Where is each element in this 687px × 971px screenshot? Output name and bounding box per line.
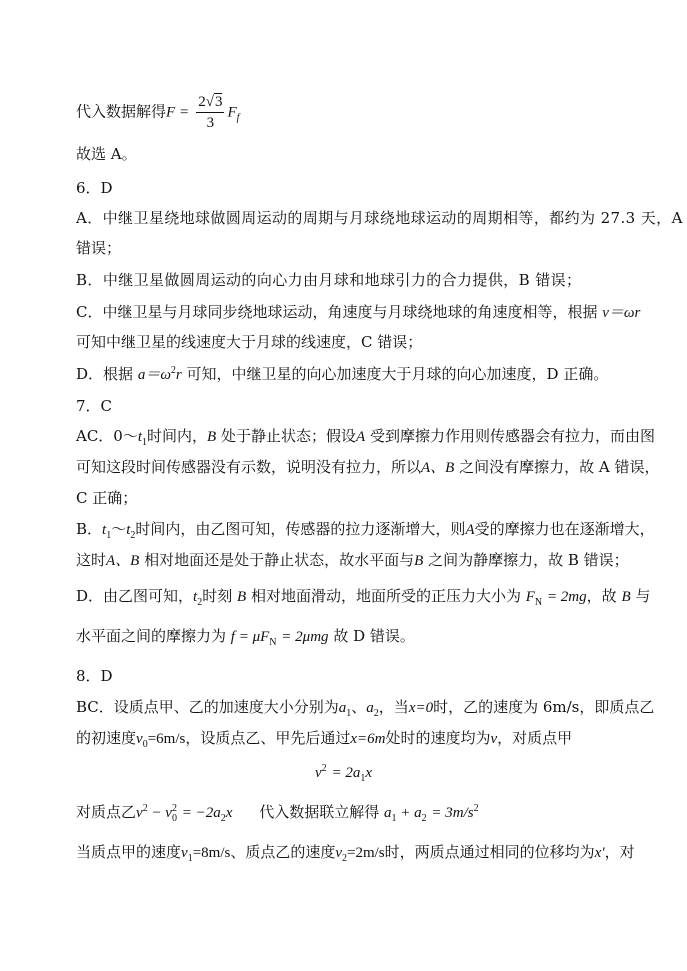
math-var: F <box>227 104 237 121</box>
display-equation: $v^2 = 2a_1x$ <box>315 763 372 784</box>
paragraph-line: D．根据 $a=\omega^2r$ 可知，中继卫星的向心加速度大于月球的向心加速度，D 正确。 <box>76 365 609 383</box>
paragraph-line: 水平面之间的摩擦力为 $f = \mu F_N = 2\mu mg$ 故 D 错误。 <box>76 627 415 648</box>
question-number: 6．D <box>76 179 113 197</box>
question-number: 7．C <box>76 397 113 415</box>
text: 代入数据解得 <box>76 102 167 121</box>
paragraph-line: D．由乙图可知，$t_2$时刻 B 相对地面滑动，地面所受的正压力大小为 $F_N = 2mg$，故 B 与 <box>76 587 651 608</box>
math-expr: v＝ωr <box>602 305 641 321</box>
fraction: $\frac{2√3}{3}$ <box>198 94 223 131</box>
paragraph-line: 可知中继卫星的线速度大于月球的线速度，C 错误； <box>76 333 423 351</box>
math-op: = <box>179 104 189 121</box>
question-number: 8．D <box>76 667 113 685</box>
paragraph-line: 对质点乙$v^2 - v_0^2 = -2a_2x$ 代入数据联立解得 $a_1 + a_2 = 3m/s^2$ <box>76 803 479 824</box>
paragraph-line: 这时A、B 相对地面还是处于静止状态，故水平面与B 之间为静摩擦力，故 B 错误； <box>76 551 629 569</box>
formula-line-force <box>76 92 239 133</box>
answer-choice: 故选 A。 <box>76 145 137 163</box>
paragraph-line: C 正确； <box>76 489 138 507</box>
paragraph-line: AC．$0\sim t_1$时间内，B 处于静止状态；假设A 受到摩擦力作用则传感器会有拉力，而由图 <box>76 427 655 448</box>
paragraph-line: 错误； <box>76 239 122 257</box>
paragraph-line: 当质点甲的速度$v_1=8m/s$、质点乙的速度$v_2=2m/s$时，两质点通过相同的位移均为x′，对 <box>76 843 635 864</box>
paragraph-line: B．中继卫星做圆周运动的向心力由月球和地球引力的合力提供，B 错误； <box>76 271 582 289</box>
paragraph-line: A．中继卫星绕地球做圆周运动的周期与月球绕地球运动的周期相等，都约为 27.3 天，A <box>76 209 683 227</box>
math-sub: f <box>236 112 240 124</box>
paragraph-line: BC．设质点甲、乙的加速度大小分别为$a_1$、$a_2$，当x=0时，乙的速度为 6m/s，即质点乙 <box>76 698 655 719</box>
paragraph-line: B．$t_1\sim t_2$时间内，由乙图可知，传感器的拉力逐渐增大，则A受的摩擦力也在逐渐增大， <box>76 520 655 541</box>
math-var: F <box>166 104 176 121</box>
paragraph-line: C．中继卫星与月球同步绕地球运动，角速度与月球绕地球的角速度相等，根据 v＝ωr <box>76 303 641 321</box>
paragraph-line: 的初速度$v_0=6m/s$，设质点乙、甲先后通过x=6m处时的速度均为v，对质点甲 <box>76 729 573 750</box>
paragraph-line: 可知这段时间传感器没有示数，说明没有拉力，所以A、B 之间没有摩擦力，故 A 错误， <box>76 458 660 476</box>
